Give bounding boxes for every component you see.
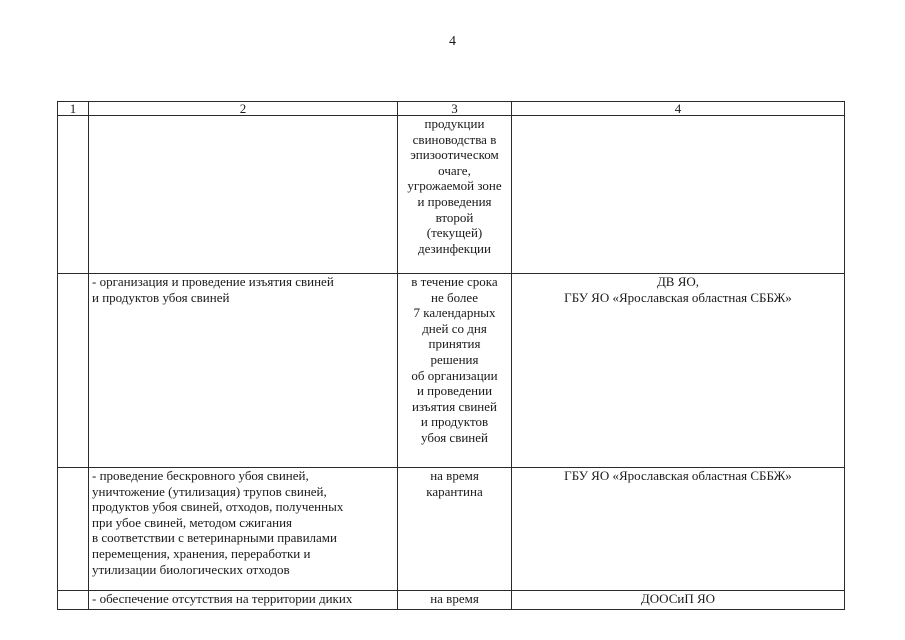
cell-text-line: продукции bbox=[424, 116, 485, 131]
responsible-cell bbox=[512, 274, 845, 468]
term-cell bbox=[398, 591, 512, 610]
measure-description-cell bbox=[89, 591, 398, 610]
cell-text-line: в течение срока bbox=[411, 274, 498, 289]
term-cell bbox=[398, 116, 512, 274]
cell-text-line: - обеспечение отсутствия на территории диких bbox=[92, 591, 353, 606]
cell-text-line: угрожаемой зоне bbox=[407, 178, 502, 194]
cell-text-line: и продуктов bbox=[420, 414, 489, 430]
cell-text-line: перемещения, хранения, переработки и bbox=[92, 545, 311, 561]
row-number-cell bbox=[58, 591, 89, 610]
header-col-2: 2 bbox=[89, 102, 398, 116]
cell-text-line: на время bbox=[430, 591, 479, 606]
cell-text-line: - проведение бескровного убоя свиней, bbox=[92, 468, 309, 483]
cell-text-line: убоя свиней bbox=[421, 429, 488, 445]
table-row bbox=[58, 468, 845, 591]
measure-description-cell bbox=[89, 274, 398, 468]
responsible-cell bbox=[512, 591, 845, 610]
cell-text-line: и продуктов убоя свиней bbox=[92, 289, 230, 305]
cell-text-line: решения bbox=[430, 351, 479, 367]
cell-text-line: ДООСиП ЯО bbox=[640, 591, 716, 606]
header-col-3: 3 bbox=[398, 102, 512, 116]
responsible-cell bbox=[512, 468, 845, 591]
term-cell bbox=[398, 468, 512, 591]
cell-text-line: дней со дня bbox=[422, 320, 487, 336]
page-number: 4 bbox=[449, 34, 456, 49]
cell-text-line: изъятия свиней bbox=[412, 398, 497, 414]
header-col-1: 1 bbox=[58, 102, 89, 116]
row-number-cell bbox=[58, 468, 89, 591]
row-number-cell bbox=[58, 274, 89, 468]
cell-text-line: в соответствии с ветеринарными правилами bbox=[92, 530, 337, 546]
cell-text-line: - организация и проведение изъятия свиней bbox=[92, 274, 334, 289]
cell-text-line: свиноводства в bbox=[412, 131, 497, 147]
cell-text-line: эпизоотическом bbox=[410, 147, 499, 163]
cell-text-line: и проведения bbox=[417, 193, 492, 209]
cell-text-line: (текущей) bbox=[426, 225, 483, 241]
cell-text-line: при убое свиней, методом сжигания bbox=[92, 514, 293, 530]
cell-text-line: ГБУ ЯО «Ярославская областная СББЖ» bbox=[564, 289, 792, 305]
cell-text-line: принятия bbox=[428, 336, 481, 352]
term-cell bbox=[398, 274, 512, 468]
cell-text-line: очаге, bbox=[438, 162, 471, 178]
table-row bbox=[58, 591, 845, 610]
cell-text-line: ДВ ЯО, bbox=[656, 274, 700, 289]
table-row bbox=[58, 116, 845, 274]
row-number-cell bbox=[58, 116, 89, 274]
cell-text-line: второй bbox=[435, 209, 474, 225]
cell-text-line: 7 календарных bbox=[413, 305, 496, 321]
measures-table bbox=[57, 101, 845, 610]
cell-text-line: дезинфекции bbox=[418, 240, 491, 256]
measure-description-cell bbox=[89, 468, 398, 591]
cell-text-line: утилизации биологических отходов bbox=[92, 561, 290, 577]
responsible-cell bbox=[512, 116, 845, 274]
cell-text-line: на время bbox=[430, 468, 479, 483]
table-header-row bbox=[58, 102, 845, 116]
header-col-4: 4 bbox=[512, 102, 845, 116]
measure-description-cell bbox=[89, 116, 398, 274]
cell-text-line: не более bbox=[431, 289, 478, 305]
cell-text-line: уничтожение (утилизация) трупов свиней, bbox=[92, 483, 327, 499]
cell-text-line: ГБУ ЯО «Ярославская областная СББЖ» bbox=[564, 468, 792, 483]
cell-text-line: и проведении bbox=[416, 383, 493, 399]
table-row bbox=[58, 274, 845, 468]
cell-text-line: об организации bbox=[411, 367, 498, 383]
cell-text-line: карантина bbox=[426, 483, 483, 499]
cell-text-line: продуктов убоя свиней, отходов, полученных bbox=[92, 499, 344, 515]
